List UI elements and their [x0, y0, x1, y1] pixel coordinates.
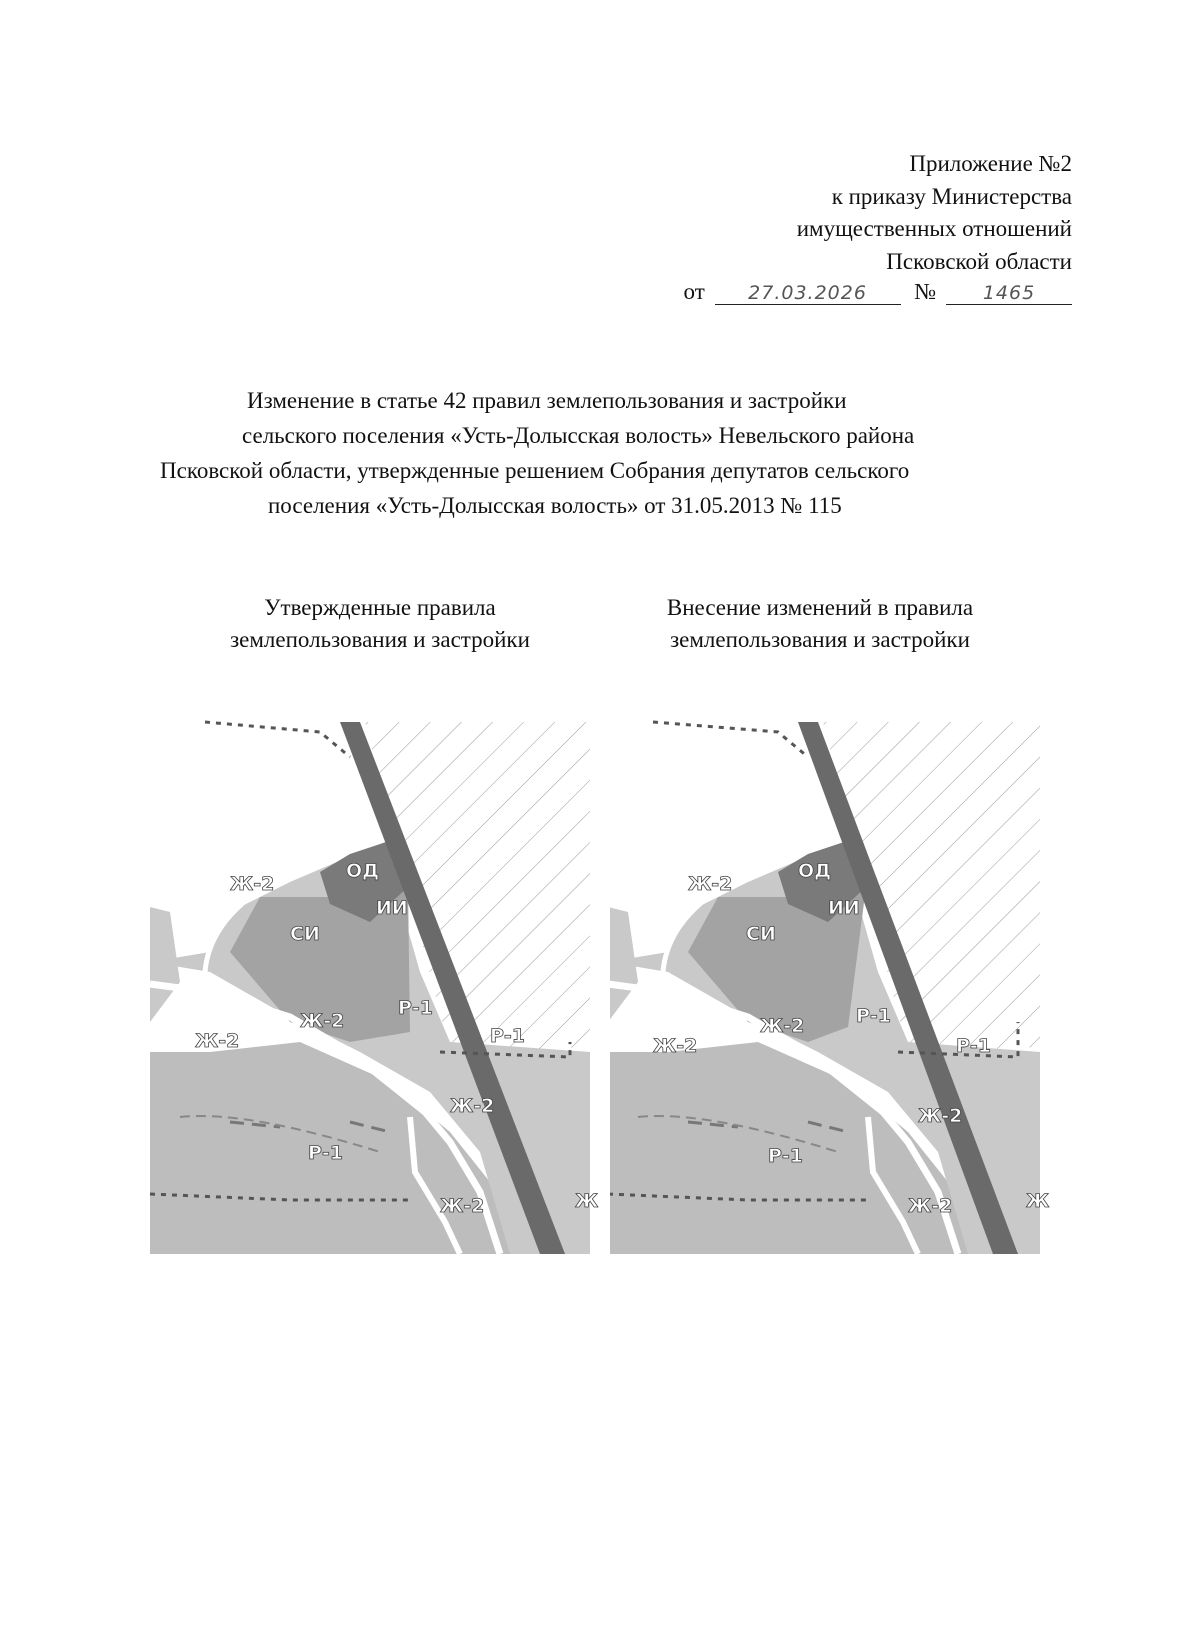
map-amended — [608, 722, 1050, 1254]
number-label: № — [914, 279, 937, 304]
label-ii: ИИ — [828, 897, 860, 919]
label-zh2-c: Ж-2 — [653, 1035, 698, 1057]
label-edge: Ж — [1026, 1190, 1050, 1212]
label-od: ОД — [346, 860, 380, 882]
label-edge: Ж — [575, 1190, 599, 1212]
left-heading-line-1: Утвержденные правила — [264, 595, 496, 620]
label-si: СИ — [290, 923, 320, 945]
map-approved — [150, 722, 599, 1254]
annex-title: Приложение №2 — [909, 151, 1072, 176]
label-zh2-b: Ж-2 — [760, 1015, 805, 1037]
title-line-4: поселения «Усть-Долысская волость» от 31.05.2013 № 115 — [268, 493, 842, 518]
label-r1-a: Р-1 — [856, 1005, 892, 1027]
label-ii: ИИ — [376, 897, 408, 919]
label-zh2-d: Ж-2 — [918, 1105, 963, 1127]
label-r1-c: Р-1 — [308, 1142, 344, 1164]
right-heading-line-2: землепользования и застройки — [670, 627, 970, 652]
right-column-heading — [620, 592, 1020, 656]
label-zh2-e: Ж-2 — [440, 1195, 485, 1217]
label-zh2-c: Ж-2 — [195, 1030, 240, 1052]
right-heading-line-1: Внесение изменений в правила — [666, 595, 974, 620]
number-handwritten: 1465 — [946, 282, 1072, 305]
title-line-2: сельского поселения «Усть-Долысская волость» Невельского района — [242, 423, 915, 448]
annex-order-ref: к приказу Министерства — [831, 183, 1072, 209]
annex-block — [684, 148, 1072, 309]
label-zh2-d: Ж-2 — [450, 1095, 495, 1117]
annex-date-number — [684, 276, 1072, 309]
annex-region: Псковской области — [886, 248, 1072, 274]
label-zh2-a: Ж-2 — [688, 873, 733, 895]
date-label: от — [683, 279, 705, 304]
label-r1-c: Р-1 — [768, 1145, 804, 1167]
annex-ministry: имущественных отношений — [796, 216, 1072, 241]
label-r1-b: Р-1 — [956, 1035, 992, 1057]
label-od: ОД — [798, 860, 832, 882]
label-zh2-e: Ж-2 — [908, 1195, 953, 1217]
title-line-3: Псковской области, утвержденные решением Собрания депутатов сельского — [160, 458, 910, 483]
date-handwritten: 27.03.2026 — [715, 282, 901, 305]
label-r1-b: Р-1 — [490, 1025, 526, 1047]
label-zh2-a: Ж-2 — [230, 873, 275, 895]
label-si: СИ — [746, 923, 776, 945]
left-column-heading — [180, 592, 580, 656]
label-r1-a: Р-1 — [398, 997, 434, 1019]
label-zh2-b: Ж-2 — [300, 1010, 345, 1032]
left-heading-line-2: землепользования и застройки — [230, 627, 530, 652]
title-line-1: Изменение в статье 42 правил землепользования и застройки — [247, 388, 847, 413]
